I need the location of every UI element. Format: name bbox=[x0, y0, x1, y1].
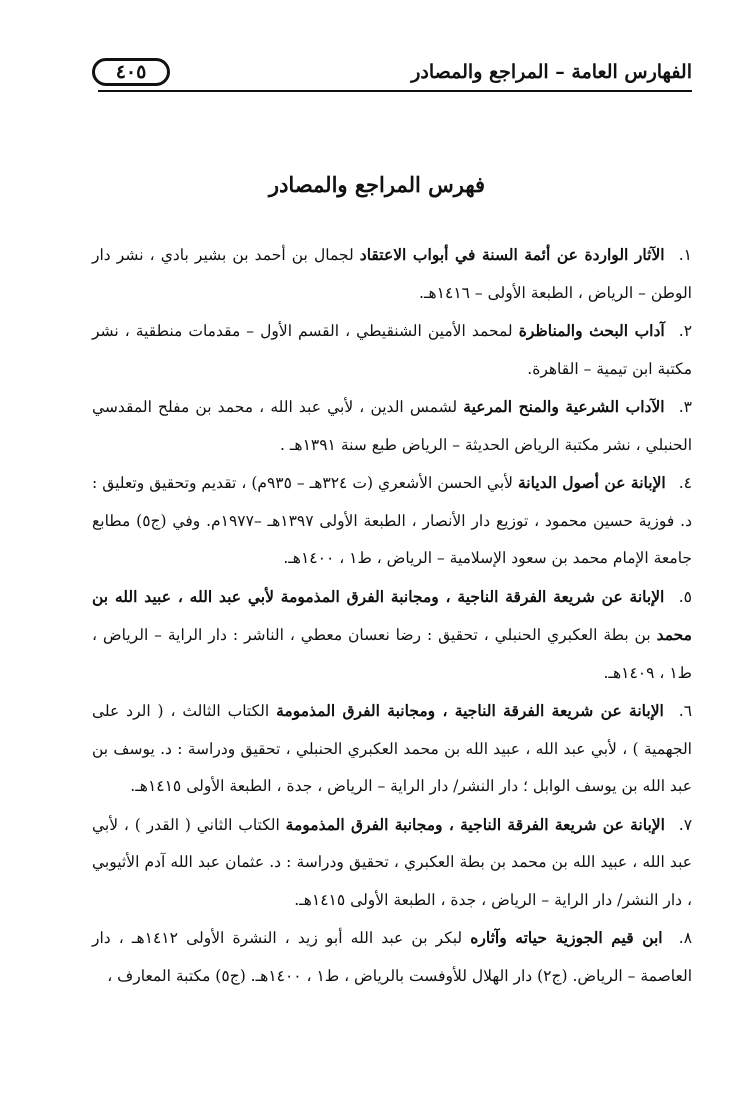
reference-entry bbox=[92, 919, 692, 995]
running-header bbox=[98, 56, 692, 88]
entry-details: الكتاب الثالث ، ( الرد على الجهمية ) ، لأبي عبد الله ، عبيد الله بن محمد العكبري الحنبلي ، تحقيق ودراسة : د. يوسف بن عبد الله بن يوسف الوابل ؛ دار النشر/ دار الراية – الرياض ، جدة ، الطبعة الأولى ١٤١٥هـ. bbox=[92, 702, 692, 795]
references-list bbox=[92, 236, 692, 995]
entry-number: ٥. bbox=[678, 587, 692, 606]
header-rule bbox=[98, 90, 692, 92]
entry-number: ٤. bbox=[678, 474, 692, 492]
entry-details: لجمال بن أحمد بن بشير بادي ، نشر دار الوطن – الرياض ، الطبعة الأولى – ١٤١٦هـ. bbox=[92, 246, 692, 302]
entry-title: ابن قيم الجوزية حياته وآثاره bbox=[470, 928, 663, 947]
reference-entry bbox=[92, 806, 692, 920]
entry-details: لأبي الحسن الأشعري (ت ٣٢٤هـ – ٩٣٥م) ، تقديم وتحقيق وتعليق : د. فوزية حسين محمود ، توزيع دار الأنصار ، الطبعة الأولى ١٣٩٧هـ –١٩٧٧م. وفي (ج٥) مطابع جامعة الإمام محمد بن سعود الإسلامية – الرياض ، ط١ ، ١٤٠٠هـ. bbox=[92, 474, 692, 567]
page-number-badge bbox=[92, 58, 170, 86]
entry-title: الآثار الواردة عن أئمة السنة في أبواب الاعتقاد bbox=[359, 245, 665, 264]
entry-number: ١. bbox=[678, 246, 692, 264]
entry-number: ٦. bbox=[678, 702, 693, 720]
section-title: فهرس المراجع والمصادر bbox=[268, 172, 486, 197]
entry-title: الإبانة عن شريعة الفرقة الناجية ، ومجانبة الفرق المذمومة bbox=[276, 701, 664, 720]
entry-details: لمحمد الأمين الشنقيطي ، القسم الأول – مقدمات منطقية ، نشر مكتبة ابن تيمية – القاهرة. bbox=[92, 322, 692, 378]
reference-entry bbox=[92, 312, 692, 388]
entry-details: بن بطة العكبري الحنبلي ، تحقيق : رضا نعسان معطي ، الناشر : دار الراية – الرياض ، ط١ ، ١٤٠٩هـ. bbox=[92, 626, 692, 682]
reference-entry bbox=[92, 236, 692, 312]
entry-title: الإبانة عن شريعة الفرقة الناجية ، ومجانبة الفرق المذمومة لأبي عبد الله ، عبيد الله بن محمد bbox=[92, 586, 692, 644]
entry-number: ٣. bbox=[678, 398, 692, 416]
reference-entry bbox=[92, 464, 692, 578]
entry-details: لشمس الدين ، لأبي عبد الله ، محمد بن مفلح المقدسي الحنبلي ، نشر مكتبة الرياض الحديثة – الرياض طبع سنة ١٣٩١هـ . bbox=[92, 398, 692, 454]
page-number: ٤٠٥ bbox=[115, 61, 147, 83]
entry-title: الإبانة عن أصول الديانة bbox=[517, 473, 666, 492]
entry-title: الآداب الشرعية والمنح المرعية bbox=[463, 397, 665, 416]
reference-entry bbox=[92, 692, 692, 806]
entry-details: لبكر بن عبد الله أبو زيد ، النشرة الأولى ١٤١٢هـ ، دار العاصمة – الرياض. (ج٢) دار الهلال للأوفست بالرياض ، ط١ ، ١٤٠٠هـ. (ج٥) مكتبة المعارف ، bbox=[92, 929, 692, 985]
reference-entry bbox=[92, 388, 692, 464]
entry-details: الكتاب الثاني ( القدر ) ، لأبي عبد الله ، عبيد الله بن محمد بن بطة العكبري ، تحقيق ودراسة : د. عثمان عبد الله آدم الأثيوبي ، دار النشر/ دار الراية – الرياض ، جدة ، الطبعة الأولى ١٤١٥هـ. bbox=[92, 815, 692, 909]
entry-number: ٧. bbox=[678, 815, 693, 834]
reference-entry bbox=[92, 578, 692, 693]
entry-title: آداب البحث والمناظرة bbox=[518, 321, 665, 340]
entry-title: الإبانة عن شريعة الفرقة الناجية ، ومجانبة الفرق المذمومة bbox=[285, 814, 665, 834]
entry-number: ٢. bbox=[678, 322, 693, 340]
entry-number: ٨. bbox=[678, 929, 693, 947]
header-title: الفهارس العامة – المراجع والمصادر bbox=[411, 61, 692, 83]
